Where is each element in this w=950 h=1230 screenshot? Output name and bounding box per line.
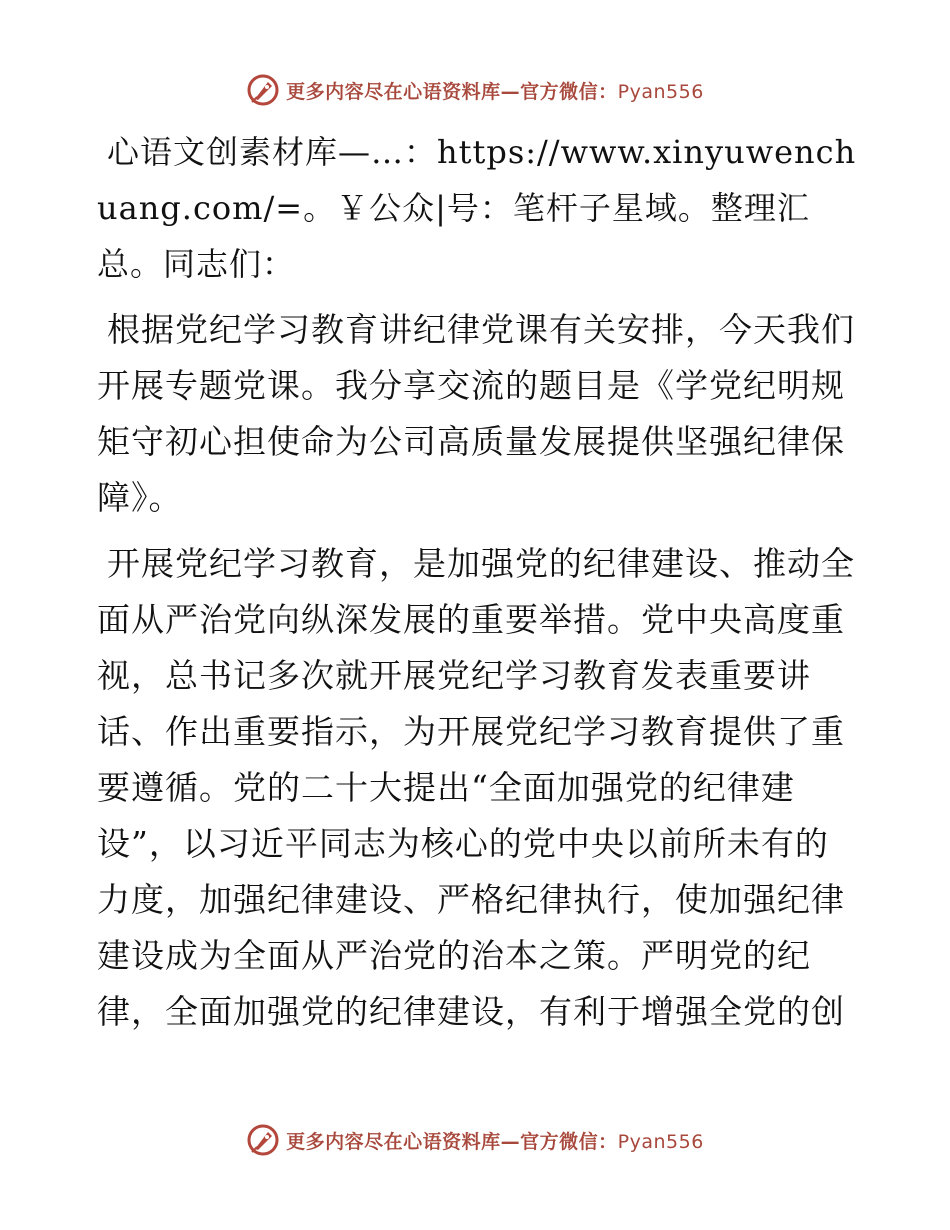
pen-nib-logo-icon xyxy=(246,1123,280,1157)
watermark-main-text: 更多内容尽在心语资料库—官方微信： xyxy=(286,1130,618,1153)
body-paragraph: 开展党纪学习教育，是加强党的纪律建设、推动全面从严治党向纵深发展的重要举措。党中央高度重视，总书记多次就开展党纪学习教育发表重要讲话、作出重要指示，为开展党纪学习教育提供了重要遵循。党的二十大提出“全面加强党的纪律建设”，以习近平同志为核心的党中央以前所未有的力度，加强纪律建设、严格纪律执行，使加强纪律建设成为全面从严治党的治本之策。严明党的纪律，全面加强党的纪律建设，有利于增强全党的创 xyxy=(97,544,855,1031)
pen-nib-logo-icon xyxy=(246,73,280,107)
watermark-main-text: 更多内容尽在心语资料库—官方微信： xyxy=(286,80,618,103)
header-watermark xyxy=(0,70,950,110)
document-body xyxy=(97,124,857,1050)
watermark-handle: Pyan556 xyxy=(617,1130,704,1153)
footer-watermark xyxy=(0,1120,950,1160)
body-paragraph: 根据党纪学习教育讲纪律党课有关安排，今天我们开展专题党课。我分享交流的题目是《学党纪明规矩守初心担使命为公司高质量发展提供坚强纪律保障》。 xyxy=(97,310,855,517)
intro-paragraph: 心语文创素材库—…：https://www.xinyuwenchuang.com/=。￥公众|号：笔杆子星域。整理汇总。同志们： xyxy=(97,133,857,283)
watermark-text xyxy=(286,77,704,104)
watermark-handle: Pyan556 xyxy=(617,80,704,103)
watermark-text xyxy=(286,1127,704,1154)
